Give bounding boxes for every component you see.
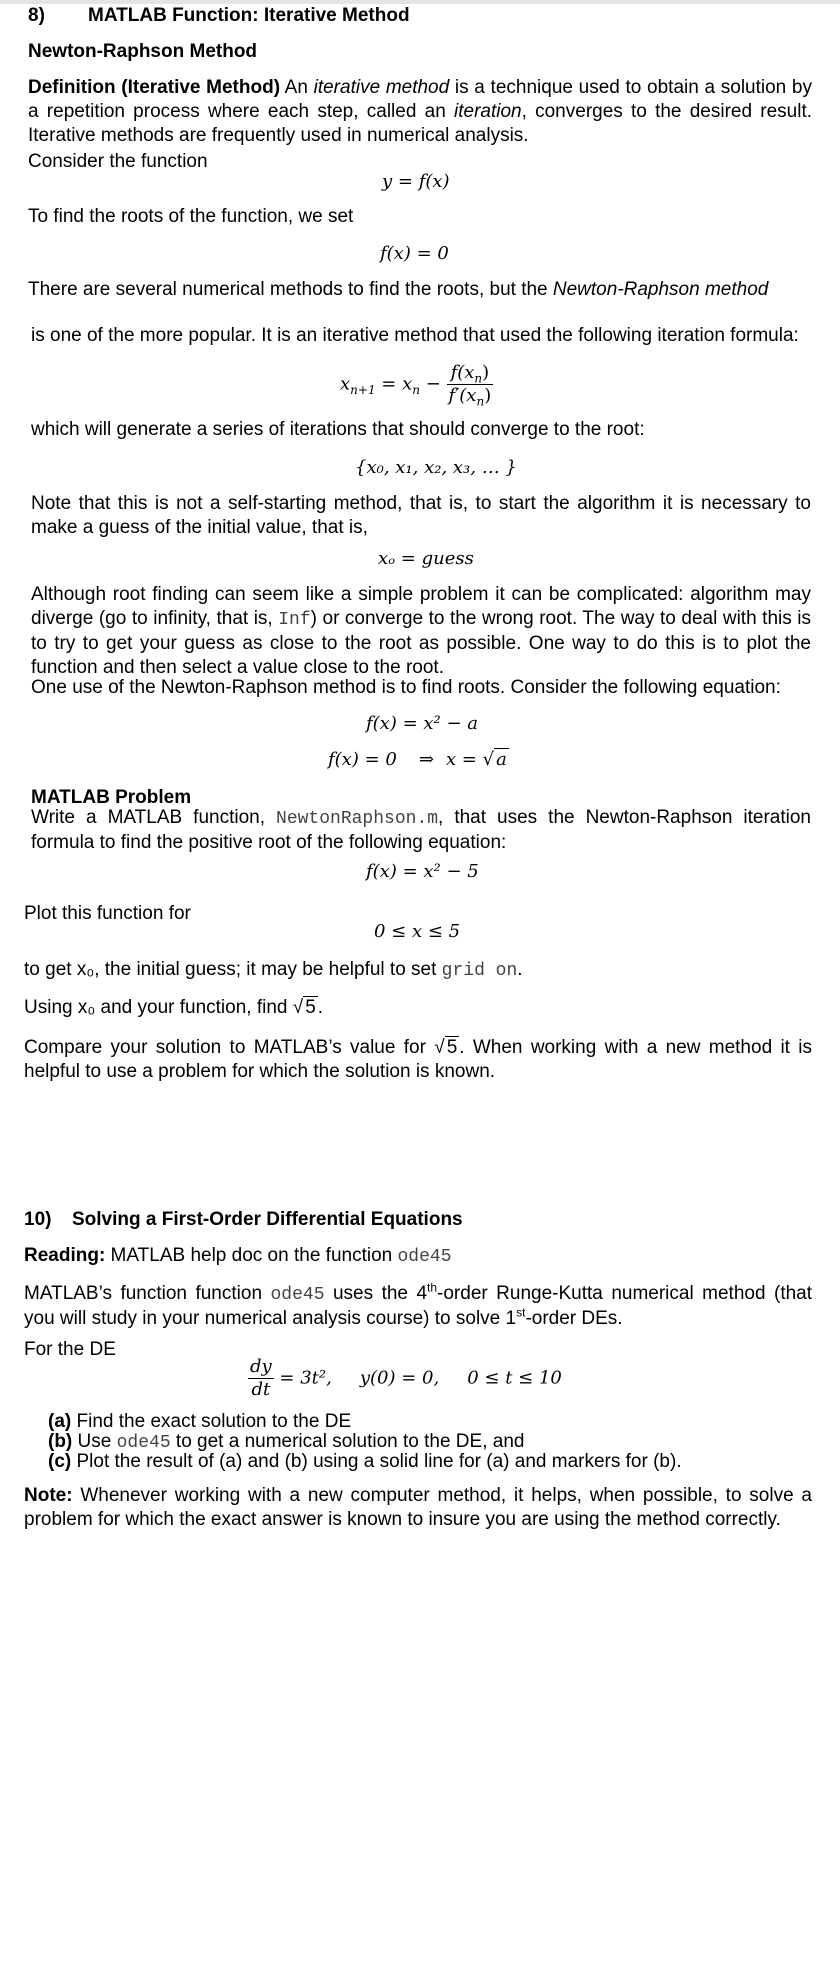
text: , that uses the Newton-Raphson iteration formula to find the positive root of the following equation: — [31, 807, 811, 853]
section-10-heading — [24, 1208, 804, 1232]
differential-equation — [248, 1356, 562, 1401]
math: n — [474, 371, 483, 386]
math: ) — [482, 362, 490, 383]
find-roots-text: To find the roots of the function, we set — [28, 206, 354, 227]
math: f(x) = 0 — [328, 749, 397, 770]
numerator: dy — [250, 1356, 272, 1377]
equation-guess — [378, 547, 474, 571]
equation-x2-minus-5 — [366, 860, 479, 884]
equation-text: f(x) = x² − a — [366, 713, 479, 734]
text: -order Runge-Kutta numerical method (that you will study in your numerical analysis course) to solve 1 — [24, 1283, 813, 1329]
code: Inf — [278, 610, 311, 630]
emphasis: iteration — [454, 101, 522, 122]
implies-arrow: ⇒ — [418, 749, 434, 770]
equation-y-equals-fx — [382, 170, 450, 194]
text: Using x₀ and your function, find — [24, 997, 293, 1018]
definition-label: Definition (Iterative Method) — [28, 77, 281, 98]
although-paragraph — [31, 583, 811, 680]
one-use-text: One use of the Newton-Raphson method is to find roots. Consider the following equation: — [31, 677, 781, 698]
item-label: (b) — [48, 1431, 73, 1452]
series-text: which will generate a series of iterations that should converge to the root: — [31, 419, 645, 440]
reading-label: Reading: — [24, 1245, 106, 1266]
section-number: 8) — [28, 5, 45, 26]
math: − — [420, 373, 447, 395]
text: Compare your solution to MATLAB’s value for — [24, 1037, 435, 1058]
radicand: a — [496, 749, 507, 770]
text: Find the exact solution to the DE — [71, 1411, 352, 1432]
equation-text: xₒ = guess — [378, 548, 474, 569]
equation-range-x — [374, 920, 460, 944]
text: . When working with a new method it is helpful to use a problem for which the solution is known. — [24, 1037, 812, 1082]
text: MATLAB help doc on the function — [105, 1245, 398, 1266]
text: . — [317, 997, 324, 1018]
code: grid on — [441, 961, 518, 981]
radicand: 5 — [446, 1037, 458, 1058]
math: y(0) = 0, — [359, 1367, 440, 1389]
reading-line — [24, 1244, 452, 1269]
consider-text: Consider the function — [28, 151, 208, 172]
math: x — [340, 373, 351, 395]
plot-for-text: Plot this function for — [24, 903, 191, 924]
text: Whenever working with a new computer method, it helps, when possible, to solve a problem for which the exact answer is known to insure you are using the method correctly. — [24, 1485, 812, 1530]
square-root: √ 5 — [292, 997, 316, 1018]
problem-paragraph — [31, 806, 811, 855]
several-methods-text — [28, 278, 818, 302]
text: Although root finding can seem like a simple problem it can be complicated: algorithm may diverge (go to infinity, that is, — [31, 584, 811, 629]
text: Use — [72, 1431, 117, 1452]
text: Write a MATLAB function, — [31, 807, 277, 828]
section-number: 10) — [24, 1209, 52, 1230]
text: . — [517, 959, 523, 980]
note-paragraph — [24, 1484, 812, 1532]
equation-text: 0 ≤ x ≤ 5 — [374, 921, 461, 942]
text: An — [280, 77, 314, 98]
text: to get x₀, the initial guess; it may be helpful to set — [24, 959, 442, 980]
equation-text: y = f(x) — [382, 171, 450, 192]
denominator — [447, 385, 494, 407]
emphasis: iterative method — [313, 77, 450, 98]
denominator: dt — [251, 1379, 271, 1400]
math: 0 ≤ t ≤ 10 — [467, 1367, 562, 1389]
math: f′(x — [448, 385, 477, 406]
superscript: th — [427, 1280, 438, 1295]
equation-sqrt-a — [328, 748, 509, 772]
math: n — [476, 394, 485, 409]
code: ode45 — [116, 1433, 171, 1453]
equation-text: {x₀, x₁, x₂, x₃, … } — [355, 457, 517, 478]
emphasis: Newton-Raphson method — [552, 279, 769, 300]
equation-fx-zero — [380, 242, 449, 266]
math: x — [402, 373, 413, 395]
equation-x2-minus-a — [366, 712, 478, 736]
self-starting-note: Note that this is not a self-starting method, that is, to start the algorithm it is necessary to make a guess of the initial value, that is, — [31, 493, 811, 538]
square-root: √ a — [482, 749, 507, 770]
numerator — [447, 362, 494, 385]
math: = — [375, 373, 403, 395]
text: is a technique used to obtain a solution by a repetition process where each step, called an — [28, 77, 812, 122]
section-title: Solving a First-Order Differential Equations — [72, 1209, 463, 1230]
code: NewtonRaphson.m — [276, 809, 439, 829]
code: ode45 — [397, 1247, 452, 1267]
subtitle — [28, 40, 257, 64]
derivative-fraction — [248, 1356, 274, 1401]
section-8-heading — [28, 4, 808, 28]
fraction — [447, 362, 494, 407]
definition-paragraph — [28, 76, 812, 148]
using-text — [24, 996, 323, 1020]
math: f(x — [450, 362, 475, 383]
equation-text: f(x) = x² − 5 — [366, 861, 479, 882]
text: uses the 4 — [324, 1283, 428, 1304]
text: to get a numerical solution to the DE, and — [170, 1431, 525, 1452]
square-root: √ 5 — [434, 1037, 458, 1058]
math: n+1 — [350, 383, 376, 398]
text: Plot the result of (a) and (b) using a solid line for (a) and markers for (b). — [71, 1451, 682, 1472]
text: ) or converge to the wrong root. The way to deal with this is to try to get your guess as close to the root as possible. One way to do this is to plot the function and then select a value close to the root. — [31, 608, 811, 678]
equation-text: f(x) = 0 — [380, 243, 449, 264]
initial-guess-text — [24, 958, 523, 983]
heading-text: MATLAB Problem — [31, 787, 192, 808]
text: , converges to the desired result. Iterative methods are frequently used in numerical analysis. — [28, 101, 812, 146]
text: MATLAB’s function function — [24, 1283, 271, 1304]
math: ) — [484, 385, 492, 406]
math: n — [412, 383, 420, 398]
ode45-paragraph — [24, 1282, 812, 1331]
list-item-c — [48, 1450, 682, 1474]
code: ode45 — [270, 1285, 325, 1305]
text: There are several numerical methods to find the roots, but the — [28, 279, 553, 300]
compare-paragraph — [24, 1036, 812, 1084]
subtitle-text: Newton-Raphson Method — [28, 41, 258, 62]
math: x = — [445, 749, 483, 770]
math: = 3t², — [273, 1367, 332, 1389]
iteration-formula — [340, 362, 493, 407]
superscript: st — [516, 1305, 526, 1320]
text: -order DEs. — [525, 1308, 623, 1329]
popular-paragraph: is one of the more popular. It is an iterative method that used the following iteration formula: — [31, 325, 799, 346]
for-de-text: For the DE — [24, 1339, 116, 1360]
section-title: MATLAB Function: Iterative Method — [88, 5, 410, 26]
radicand: 5 — [305, 997, 316, 1018]
note-label: Note: — [24, 1485, 73, 1506]
item-label: (c) — [48, 1451, 72, 1472]
item-label: (a) — [48, 1411, 72, 1432]
series-equation — [355, 456, 517, 480]
